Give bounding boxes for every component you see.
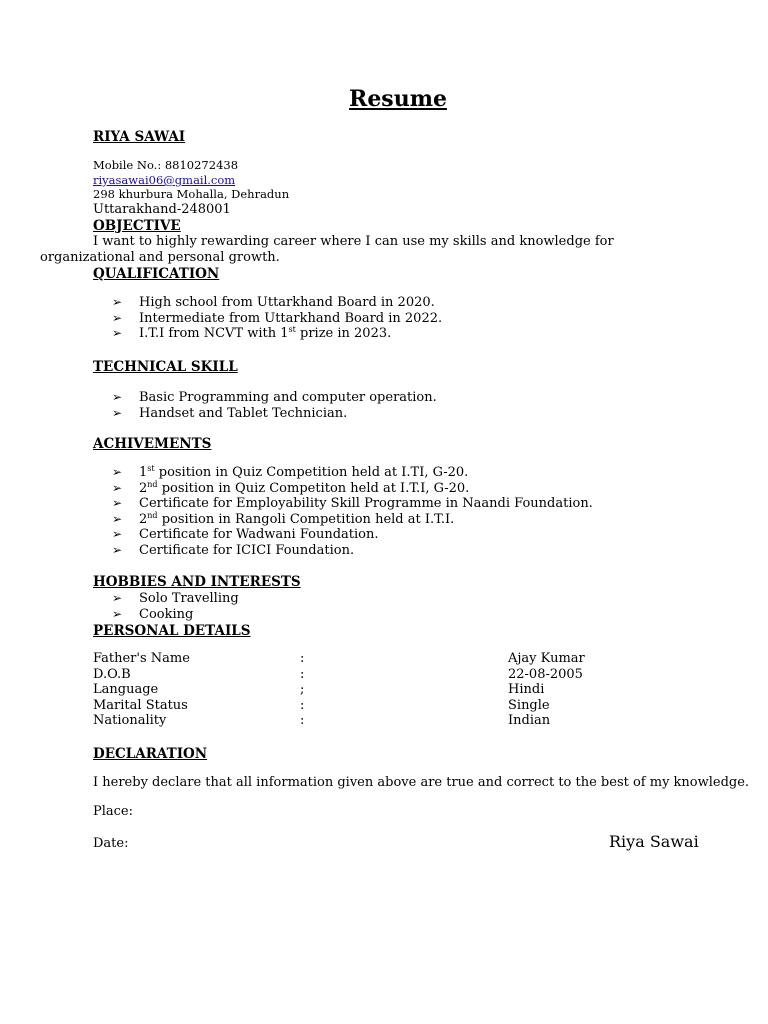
arrow-bullet-icon: ➢: [112, 405, 123, 420]
arrow-bullet-icon: ➢: [112, 511, 123, 526]
arrow-bullet-icon: ➢: [112, 310, 123, 325]
arrow-bullet-icon: ➢: [112, 606, 123, 621]
list-item-text-rest: position in Quiz Competition held at I.TI, G-20.: [154, 465, 469, 480]
list-item-text: 2: [139, 480, 148, 496]
address-line-1: 298 khurbura Mohalla, Dehradun: [93, 187, 290, 201]
arrow-bullet-icon: ➢: [112, 527, 123, 542]
list-item: [112, 326, 442, 342]
detail-value: Hindi: [508, 682, 545, 698]
detail-label: Father's Name: [93, 651, 190, 666]
technical-skill-list: [112, 390, 437, 421]
qualification-list: [112, 295, 442, 342]
list-item-text: Intermediate from Uttarkhand Board in 2022.: [139, 310, 443, 326]
list-item-text: Certificate for ICICI Foundation.: [139, 542, 355, 558]
detail-separator: :: [300, 666, 305, 682]
mobile-number: Mobile No.: 8810272438: [93, 158, 239, 172]
date-label: Date:: [93, 836, 129, 851]
hobbies-heading: HOBBIES AND INTERESTS: [93, 574, 301, 590]
table-row: [93, 698, 585, 714]
list-item: [112, 607, 239, 623]
personal-details-table: [93, 651, 585, 729]
ordinal-suffix: st: [147, 464, 155, 473]
declaration-text: I hereby declare that all information given above are true and correct to the best of my knowledge.: [93, 775, 750, 790]
list-item: [112, 527, 593, 543]
qualification-heading: QUALIFICATION: [93, 266, 220, 282]
declaration-heading: DECLARATION: [93, 746, 208, 762]
page-title: Resume: [349, 86, 447, 112]
personal-details-heading: PERSONAL DETAILS: [93, 623, 251, 639]
hobbies-list: [112, 591, 239, 622]
ordinal-suffix: nd: [147, 479, 158, 489]
arrow-bullet-icon: ➢: [112, 326, 123, 341]
list-item: [112, 465, 593, 481]
table-row: [93, 713, 585, 729]
list-item-text: 2: [139, 511, 148, 527]
technical-skill-heading: TECHNICAL SKILL: [93, 359, 238, 375]
list-item: [112, 311, 442, 327]
list-item-text: 1: [139, 465, 148, 480]
arrow-bullet-icon: ➢: [112, 465, 123, 479]
email-link[interactable]: [93, 173, 235, 187]
ordinal-suffix: st: [288, 325, 296, 335]
list-item-text-rest: position in Rangoli Competition held at I.T.I.: [157, 511, 455, 527]
list-item-text: Certificate for Employability Skill Programme in Naandi Foundation.: [139, 496, 593, 512]
list-item: [112, 591, 239, 607]
detail-separator: :: [300, 651, 305, 666]
list-item: [112, 512, 593, 528]
signature: Riya Sawai: [609, 832, 699, 851]
list-item: [112, 406, 437, 422]
list-item-text: Certificate for Wadwani Foundation.: [139, 527, 379, 543]
detail-value: Indian: [508, 713, 551, 729]
detail-value: Ajay Kumar: [508, 651, 585, 666]
achievements-list: [112, 465, 593, 559]
table-row: [93, 682, 585, 698]
list-item: [112, 496, 593, 512]
objective-heading: OBJECTIVE: [93, 218, 181, 234]
list-item: [112, 295, 442, 311]
list-item-text: Solo Travelling: [139, 591, 239, 606]
detail-label: D.O.B: [93, 666, 131, 682]
detail-label: Language: [93, 682, 159, 698]
arrow-bullet-icon: ➢: [112, 542, 123, 557]
list-item-text: Cooking: [139, 606, 194, 622]
objective-text: I want to highly rewarding career where I can use my skills and knowledge for organizational and personal growth.: [40, 234, 614, 265]
detail-separator: ;: [300, 682, 305, 698]
list-item-text: High school from Uttarkhand Board in 2020.: [139, 295, 435, 310]
arrow-bullet-icon: ➢: [112, 496, 123, 511]
candidate-name: RIYA SAWAI: [93, 129, 186, 145]
list-item: [112, 481, 593, 497]
list-item-text: Handset and Tablet Technician.: [139, 405, 348, 421]
achievements-heading: ACHIVEMENTS: [93, 436, 212, 452]
arrow-bullet-icon: ➢: [112, 295, 123, 309]
arrow-bullet-icon: ➢: [112, 390, 123, 404]
detail-value: 22-08-2005: [508, 666, 583, 682]
email-text[interactable]: riyasawai06@gmail.com: [93, 173, 236, 187]
list-item: [112, 543, 593, 559]
detail-value: Single: [508, 697, 550, 713]
arrow-bullet-icon: ➢: [112, 480, 123, 495]
place-label: Place:: [93, 804, 134, 819]
list-item-text: Basic Programming and computer operation.: [139, 390, 437, 405]
list-item-text: I.T.I from NCVT with 1: [139, 326, 289, 342]
detail-label: Nationality: [93, 713, 167, 729]
list-item-text-rest: position in Quiz Competiton held at I.T.I, G-20.: [157, 480, 470, 496]
table-row: [93, 667, 585, 683]
arrow-bullet-icon: ➢: [112, 591, 123, 605]
ordinal-suffix: nd: [147, 510, 158, 520]
address-line-2: Uttarakhand-248001: [93, 202, 231, 217]
list-item-text-rest: prize in 2023.: [295, 326, 392, 342]
detail-separator: :: [300, 713, 305, 729]
list-item: [112, 390, 437, 406]
detail-separator: :: [300, 697, 305, 713]
table-row: [93, 651, 585, 667]
detail-label: Marital Status: [93, 697, 188, 713]
